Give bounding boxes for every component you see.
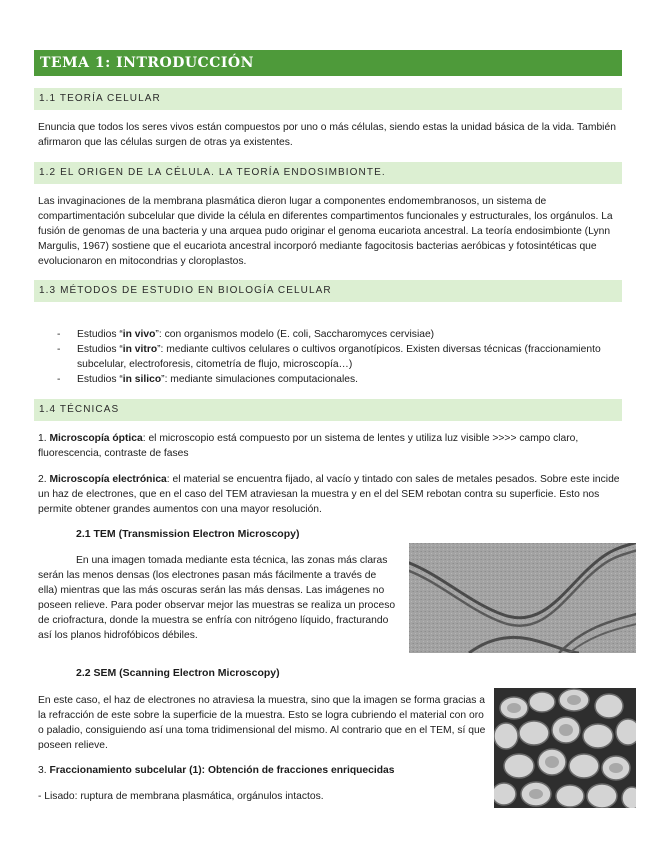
list-item: - Estudios “in vivo”: con organismos modelo (E. coli, Saccharomyces cervisiae): [57, 329, 435, 340]
sem-text: En este caso, el haz de electrones no atraviesa la muestra, sino que la imagen se forma gracias a la refracción de este sobre la superficie de la muestra. Esto se logra cubriendo el material con oro o paladio, consiguiendo así una toma tridimensional del mismo. Al contrario que en el TEM, sí que poseen relieve.: [38, 695, 486, 751]
section-heading-1-4: 1.4 TÉCNICAS: [34, 399, 622, 421]
tem-micrograph-image: [409, 543, 636, 653]
tem-heading: 2.1 TEM (Transmission Electron Microscopy): [76, 528, 300, 540]
sem-micrograph-image: [494, 688, 636, 808]
lisado-text: - Lisado: ruptura de membrana plasmática, orgánulos intactos.: [38, 791, 324, 802]
page-title: TEMA 1: INTRODUCCIÓN: [34, 50, 622, 76]
tem-text: En una imagen tomada mediante esta técnica, las zonas más claras serán las menos densas (los electrones pasan más fácilmente a través de ella) mientras que las más oscuras serán las más densas. Las imágenes no poseen relieve. Para poder observar mejor las muestras se realiza un proceso de criofractura, donde la muestra se enfría con nitrógeno líquido, fracturando así los planos hidrofóbicos débiles.: [38, 555, 396, 641]
subcellular-fractionation-heading: 3. Fraccionamiento subcelular (1): Obtención de fracciones enriquecidas: [38, 765, 395, 776]
section-heading-1-1: 1.1 TEORÍA CELULAR: [34, 88, 622, 110]
section-1-1-text: Enuncia que todos los seres vivos están compuestos por uno o más células, siendo estas la unidad básica de la vida. También afirmaron que las células surgen de otras ya existentes.: [38, 122, 616, 148]
section-1-2-text: Las invaginaciones de la membrana plasmática dieron lugar a componentes endomembranosos, un sistema de compartimentación subcelular que divide la célula en diferentes compartimentos funcionales y estructurales, los orgánulos. La fusión de genomas de una bacteria y una arquea pudo originar el genoma eucariota ancestral. La teoría endosimbionte (Lynn Margulis, 1967) sostiene que el eucariota ancestral incorporó mediante fagocitosis bacterias aeróbicas y fotosintéticas que evolucionaron en mitocondrias y cloroplastos.: [38, 196, 613, 267]
list-item: - Estudios “in vitro”: mediante cultivos celulares o cultivos organotípicos. Existen diversas técnicas (fraccionamiento subcelular, electroforesis, citometría de flujo, microscopía…): [57, 344, 601, 370]
electron-microscopy-text: 2. Microscopía electrónica: el material se encuentra fijado, al vacío y tintado con sales de metales pesados. Sobre este incide un haz de electrones, que en el caso del TEM atraviesan la muestra y en el del SEM rebotan contra su superficie. Esto nos permite obtener grandes aumentos con una mayor resolución.: [38, 474, 620, 515]
methods-list: [57, 327, 617, 387]
sem-heading: 2.2 SEM (Scanning Electron Microscopy): [76, 667, 280, 679]
section-heading-1-3: 1.3 MÉTODOS DE ESTUDIO EN BIOLOGÍA CELULAR: [34, 280, 622, 302]
list-item: - Estudios “in silico”: mediante simulaciones computacionales.: [57, 374, 359, 385]
optical-microscopy-text: 1. Microscopía óptica: el microscopio está compuesto por un sistema de lentes y utiliza luz visible >>>> campo claro, fluorescencia, contraste de fases: [38, 433, 579, 459]
section-heading-1-2: 1.2 EL ORIGEN DE LA CÉLULA. LA TEORÍA ENDOSIMBIONTE.: [34, 162, 622, 184]
